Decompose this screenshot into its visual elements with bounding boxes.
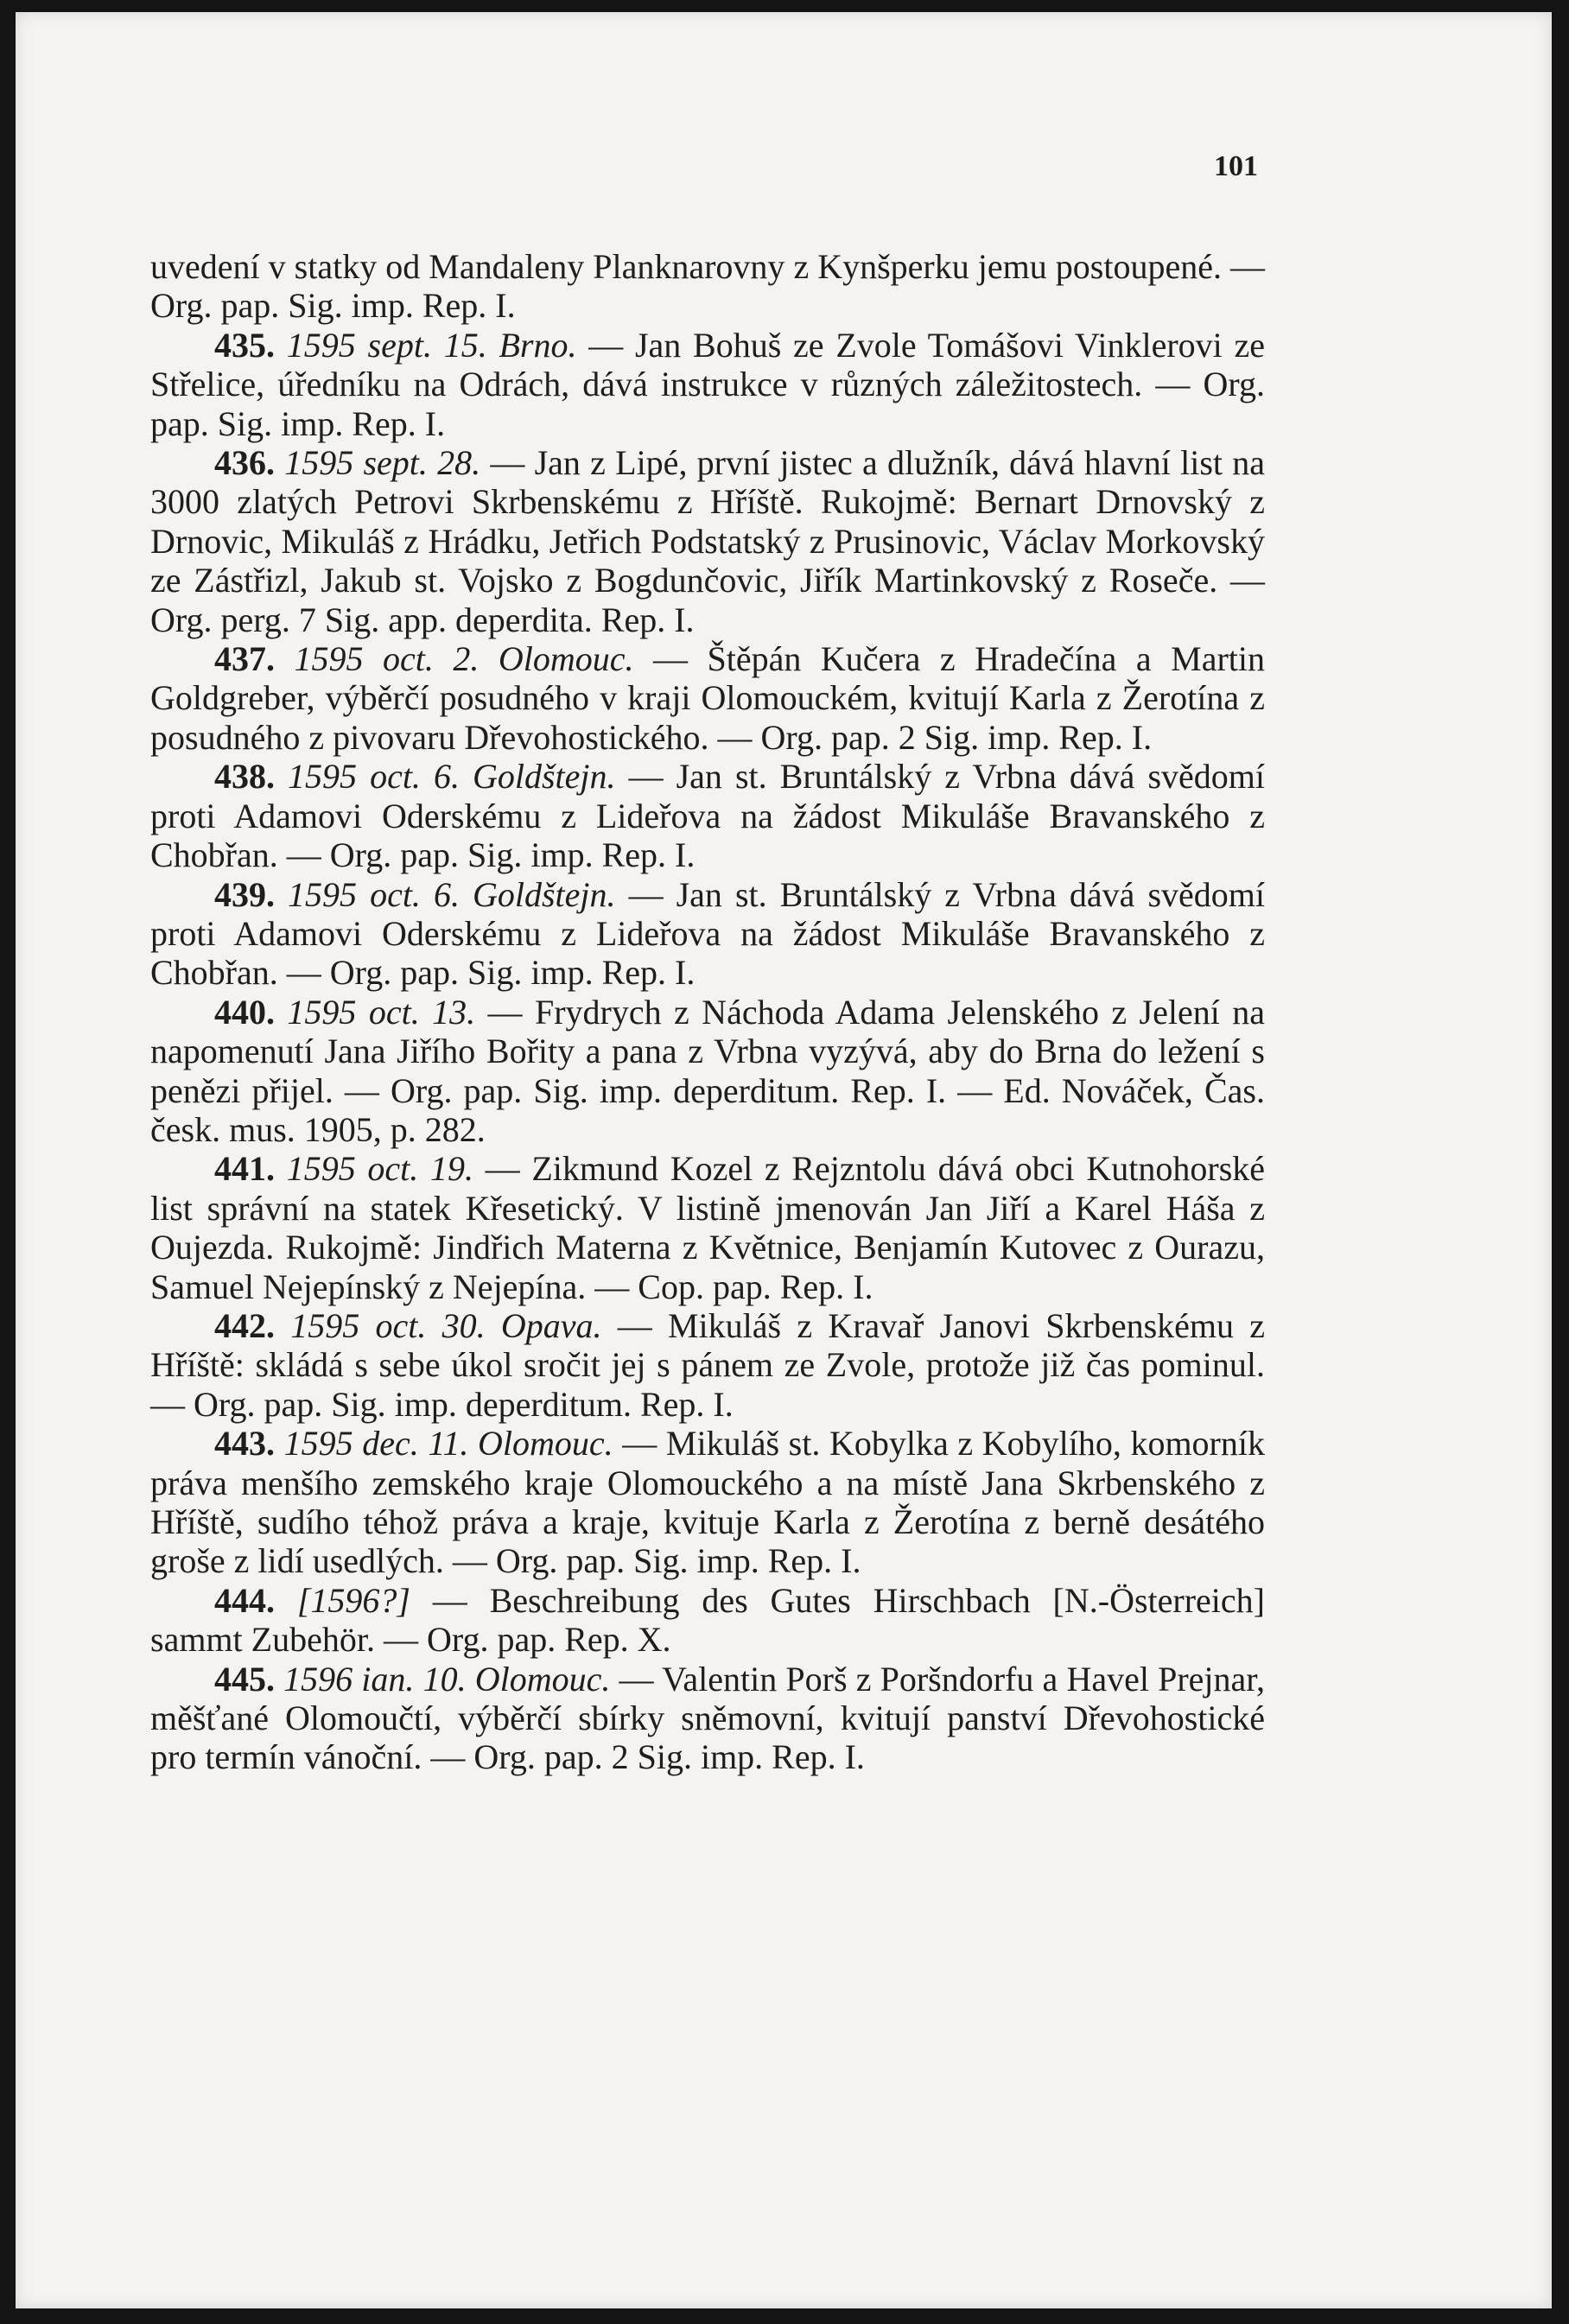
entry-440 xyxy=(150,993,1265,1150)
entry-number: 443. xyxy=(214,1424,275,1464)
entry-date: 1595 oct. 6. Goldštejn. xyxy=(288,757,616,797)
entry-number: 435. xyxy=(214,325,275,365)
page-number: 101 xyxy=(1214,150,1258,182)
entry-date: 1595 dec. 11. Olomouc. xyxy=(283,1424,613,1464)
entry-text: — Mikuláš st. Kobylka z Kobylího, komorník práva menšího zemského kraje Olomouckého a na místě Jana Skrbenského z Hříště, sudího téhož práva a kraje, kvituje Karla z Žerotína z berně desátého groše z lidí usedlých. — Org. pap. Sig. imp. Rep. I. xyxy=(150,1424,1265,1581)
entry-text: — Mikuláš z Kravař Janovi Skrbenskému z Hříště: skládá s sebe úkol sročit jej s pánem ze Zvole, protože již čas pominul. — Org. pap. Sig. imp. deperditum. Rep. I. xyxy=(150,1305,1266,1424)
entry-date: 1595 oct. 2. Olomouc. xyxy=(294,639,634,679)
entry-number: 441. xyxy=(214,1149,275,1189)
entry-number: 436. xyxy=(214,443,275,483)
entry-text: — Zikmund Kozel z Rejzntolu dává obci Kutnohorské list správní na statek Křesetický. V listině jmenován Jan Jiří a Karel Háša z Oujezda. Rukojmě: Jindřich Materna z Květnice, Benjamín Kutovec z Ourazu, Samuel Nejepínský z Nejepína. — Cop. pap. Rep. I. xyxy=(150,1149,1266,1306)
entry-443 xyxy=(150,1424,1265,1581)
entry-437 xyxy=(150,639,1265,757)
entry-445 xyxy=(150,1660,1265,1777)
entry-435 xyxy=(150,326,1265,443)
entry-number: 440. xyxy=(214,992,275,1032)
entry-date: 1595 sept. 28. xyxy=(284,443,481,483)
entry-number: 437. xyxy=(214,639,275,679)
entry-date: 1596 ian. 10. Olomouc. xyxy=(283,1659,611,1699)
entry-444 xyxy=(150,1581,1265,1660)
entry-text: — Štěpán Kučera z Hradečína a Martin Goldgreber, výběrčí posudného v kraji Olomouckém, kvitují Karla z Žerotína z posudného z pivovaru Dřevohostického. — Org. pap. 2 Sig. imp. Rep. I. xyxy=(150,639,1266,757)
entry-number: 442. xyxy=(214,1305,275,1345)
entry-text: — Jan Bohuš ze Zvole Tomášovi Vinklerovi ze Střelice, úředníku na Odrách, dává instrukce v různých záležitostech. — Org. pap. Sig. imp. Rep. I. xyxy=(150,325,1266,443)
entry-date: 1595 sept. 15. Brno. xyxy=(286,325,577,365)
entry-date: [1596?] xyxy=(296,1580,410,1620)
entry-date: 1595 oct. 6. Goldštejn. xyxy=(288,874,616,914)
entry-text: — Frydrych z Náchoda Adama Jelenského z Jelení na napomenutí Jana Jiřího Bořity a pana z Vrbna vyzývá, aby do Brna do ležení s penězi přijel. — Org. pap. Sig. imp. deperditum. Rep. I. — Ed. Nováček, Čas. česk. mus. 1905, p. 282. xyxy=(150,992,1266,1149)
entry-number: 444. xyxy=(214,1580,275,1620)
entry-text: — Jan z Lipé, první jistec a dlužník, dává hlavní list na 3000 zlatých Petrovi Skrbenskému z Hříště. Rukojmě: Bernart Drnovský z Drnovic, Mikuláš z Hrádku, Jetřich Podstatský z Prusinovic, Václav Morkovský ze Zástřizl, Jakub st. Vojsko z Bogdunčovic, Jiřík Martinkovský z Roseče. — Org. perg. 7 Sig. app. deperdita. Rep. I. xyxy=(150,443,1266,639)
document-page xyxy=(16,12,1552,2308)
entry-442 xyxy=(150,1306,1265,1424)
intro-text: uvedení v statky od Mandaleny Planknarovny z Kynšperku jemu postoupené. — Org. pap. Sig. imp. Rep. I. xyxy=(150,247,1265,326)
entry-439 xyxy=(150,875,1265,993)
entry-text: — Jan st. Bruntálský z Vrbna dává svědomí proti Adamovi Oderskému z Lideřova na žádost Mikuláše Bravanského z Chobřan. — Org. pap. Sig. imp. Rep. I. xyxy=(150,874,1265,993)
intro-paragraph xyxy=(150,247,1265,326)
entry-number: 438. xyxy=(214,757,275,797)
entry-date: 1595 oct. 19. xyxy=(286,1149,473,1189)
entry-text: — Jan st. Bruntálský z Vrbna dává svědomí proti Adamovi Oderskému z Lideřova na žádost Mikuláše Bravanského z Chobřan. — Org. pap. Sig. imp. Rep. I. xyxy=(150,757,1265,875)
entry-441 xyxy=(150,1149,1265,1306)
text-block xyxy=(150,247,1265,1777)
entry-date: 1595 oct. 30. Opava. xyxy=(290,1305,602,1345)
entry-text: — Valentin Porš z Poršndorfu a Havel Prejnar, měšťané Olomoučtí, výběrčí sbírky sněmovní, kvitují panství Dřevohostické pro termín vánoční. — Org. pap. 2 Sig. imp. Rep. I. xyxy=(150,1659,1266,1777)
entry-number: 439. xyxy=(214,874,275,914)
entry-date: 1595 oct. 13. xyxy=(287,992,476,1032)
entry-436 xyxy=(150,443,1265,639)
entry-438 xyxy=(150,757,1265,874)
entry-text: — Beschreibung des Gutes Hirschbach [N.-Österreich] sammt Zubehör. — Org. pap. Rep. X. xyxy=(150,1580,1265,1660)
entry-number: 445. xyxy=(214,1659,275,1699)
